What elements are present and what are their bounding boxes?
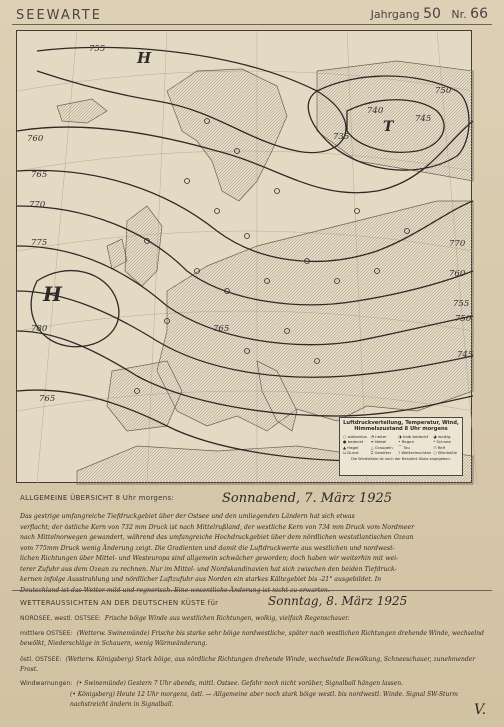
nr-label: Nr. [451,8,467,21]
corner-mark: V. [474,702,487,718]
isobar-label: 745 [457,350,474,360]
legend-item: ○ wolkenlos [343,434,367,439]
legend-item: ◔ heiter [370,434,387,439]
legend-item: ⌇ Wetterleuchten [398,450,432,456]
publication-title: SEEWARTE [16,8,102,23]
isobar-label: 765 [31,170,48,180]
overview-date: Sonnabend, 7. März 1925 [222,491,393,506]
legend-item: ○ Windstille [433,450,457,456]
isobar-label: 755 [453,299,470,309]
forecast-row-text: (Wetterw. Königsberg) Stark böige, aus nördliche Richtungen drehende Winde, wechselnde Bewölkung, Schneeschauer, zunehmender Frost. [20,656,476,673]
isobar-label: 765 [39,394,56,404]
isobar-label: 760 [27,134,44,144]
legend-item: ⌒ Tau [398,444,410,450]
isobar-label: 770 [449,239,466,249]
section-rule [12,590,492,591]
legend-footer: Die Windstärke ist nach der Beaufort-Skala angegeben. [351,456,451,461]
overview-line: vom 775mm Druck wenig Änderung zeigt. Die Gradienten und damit die Luftdruckwerte aus westlichen und nordwest- [20,544,395,552]
forecast-row-nordsee [20,614,490,624]
isobar-label: 745 [415,114,432,124]
forecast-row-text: (• Königsberg) Heute 12 Uhr morgens, östl. — Allgemeine aber noch stark böige westl. bis nordwestl. Winde. Signal SW-Sturm nachstreicht ändern in Signalball. [70,691,458,708]
forecast-row-oestl-ostsee [20,655,490,674]
issue-info [371,6,488,22]
legend-title: Luftdruckverteilung, Temperatur, Wind, Himmelszustand 8 Uhr morgens [343,420,459,432]
legend-item: ⊔ Dunst [343,450,359,456]
forecast-row-text: (Wetterw. Swinemünde) Frische bis starke sehr böige nordwestliche, später nach westlichen Richtungen drehende Winde, wechselnd bewölkt, Niederschläge in Schauern, wenig Wärmeänderung. [20,630,485,647]
isobar-label: 760 [449,269,466,279]
legend-item: ▲ Hagel [343,444,359,450]
legend-item: ℶ Gewitter [370,450,392,456]
isobar-label: 770 [29,200,46,210]
legend-grid [343,434,459,456]
overview-line: nach Mittelnorwegen gewandert, während das umfangreiche Hochdruckgebiet über dem nördlichen westatlantischen Ozean [20,534,414,541]
legend-item: ≡ Nebel [370,439,387,445]
forecast-row-label: Windwarnungen: [20,680,73,687]
isobar-label: 780 [31,324,48,334]
nr-value: 66 [470,6,488,22]
overview-line: lichen Richtungen über Mittel- und Westeuropa sind allgemein schwächer geworden; doch haben wir weiterhin mit wei- [20,555,399,562]
jahrgang-label: Jahrgang [370,8,420,21]
isobar-label: 775 [31,238,48,248]
legend-item: ● bedeckt [343,439,364,445]
low-pressure-label: T [383,119,394,135]
isobar-label: 735 [333,132,350,142]
isobar-label: 765 [213,324,230,334]
isobar-label: 755 [89,44,106,54]
legend-item: △ Graupeln [370,444,393,450]
isobar-label: 750 [455,314,472,324]
overview-label: ALLGEMEINE ÜBERSICHT 8 Uhr morgens: [20,494,175,502]
overview-line: kernen infolge Ausstrahlung und nördlicher Luftzufuhr aus Norden ein starkes Kältegebiet bis -21° ausgebildet. In [20,576,382,583]
weather-map [16,30,472,483]
header-rule [12,24,492,25]
forecast-row-label: mittlere OSTSEE: [20,630,73,637]
forecast-row-text: (• Swinemünde) Gestern 7 Uhr abends, mittl. Ostsee. Gefahr noch nicht vorüber, Signalball hängen lassen. [76,680,404,687]
forecast-row-windwarnung-1 [20,679,490,689]
forecast-row-text: Frische böige Winde aus westlichen Richtungen, wolkig, vielfach Regenschauer. [104,615,350,622]
isobar-label: 740 [367,106,384,116]
forecast-date: Sonntag, 8. März 1925 [268,594,408,608]
isobar-label: 750 [435,86,452,96]
legend-item: ◕ wolkig [433,434,451,439]
legend-item: * Schnee [433,439,451,445]
overview-text [20,512,490,596]
overview-line: Das gestrige umfangreiche Tiefdruckgebiet über der Ostsee und den umliegenden Ländern hat sich etwas [20,513,355,520]
map-legend [339,417,463,476]
legend-item: ⊓ Reif [433,444,446,450]
legend-item: • Regen [398,439,415,445]
forecast-row-mittlere-ostsee [20,629,490,648]
high-pressure-label: H [137,49,152,67]
legend-item: ◑ halb bedeckt [398,434,429,439]
forecast-row-label: NORDSEE, westl. OSTSEE: [20,615,101,622]
high-pressure-label: H [43,282,62,306]
forecast-row-windwarnung-2 [20,690,490,709]
overview-line: terer Zufuhr aus dem Ozean zu rechnen. Nur im Mittel- und Nordskandinavien hat sich zwischen den beiden Tiefdruck- [20,565,397,573]
overview-line: verflacht; der östliche Kern von 732 mm Druck ist nach Mittelrußland, der westliche Kern von 734 mm Druck vom Nordmeer [20,523,415,531]
forecast-row-label: östl. OSTSEE: [20,656,62,663]
jahrgang-value: 50 [423,6,441,22]
forecast-label: WETTERAUSSICHTEN AN DER DEUTSCHEN KÜSTE für [20,599,219,607]
